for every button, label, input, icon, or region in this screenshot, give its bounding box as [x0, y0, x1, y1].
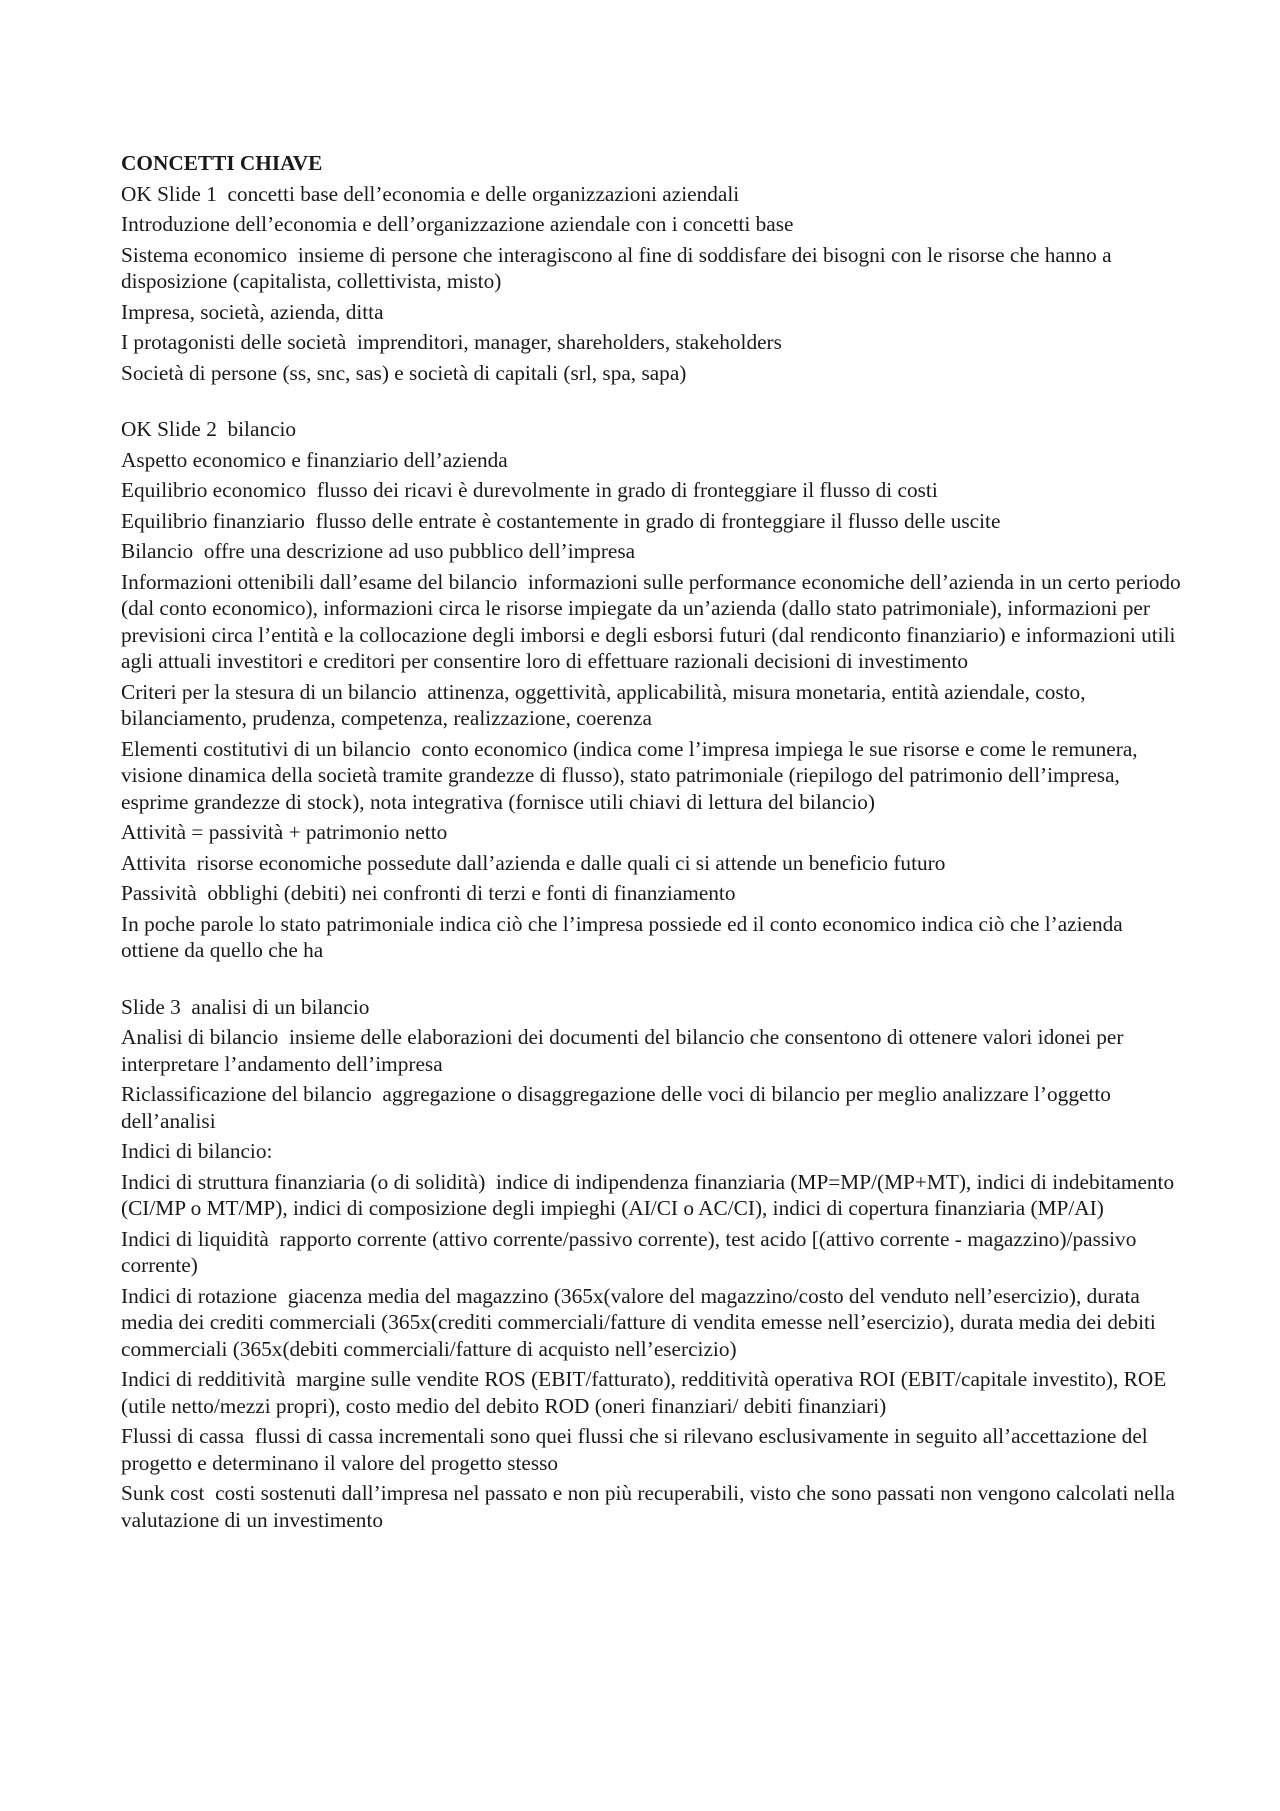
- document-title: CONCETTI CHIAVE: [121, 151, 323, 175]
- section-heading: OK Slide 1 concetti base dell’economia e delle organizzazioni aziendali: [121, 181, 740, 206]
- paragraph: Analisi di bilancio insieme delle elaborazioni dei documenti del bilancio che consentono di ottenere valori idonei per interpretare l’andamento dell’impresa: [121, 1025, 1129, 1076]
- paragraph: Equilibrio finanziario flusso delle entrate è costantemente in grado di fronteggiare il flusso delle uscite: [121, 508, 1001, 533]
- paragraph: Attivita risorse economiche possedute dall’azienda e dalle quali ci si attende un beneficio futuro: [121, 850, 946, 875]
- paragraph: Equilibrio economico flusso dei ricavi è durevolmente in grado di fronteggiare il flusso di costi: [121, 478, 938, 502]
- paragraph: Sunk cost costi sostenuti dall’impresa nel passato e non più recuperabili, visto che sono passati non vengono calcolati nella valutazione di un investimento: [121, 1481, 1181, 1532]
- section-heading: OK Slide 2 bilancio: [121, 417, 297, 441]
- paragraph: Indici di rotazione giacenza media del magazzino (365x(valore del magazzino/costo del venduto nell’esercizio), durata media dei crediti commerciali (365x(crediti commerciali/fatture di vendita emesse nell’esercizio), durata media dei debiti commerciali (365x(debiti commerciali/fatture di acquisto nell’esercizio): [121, 1283, 1162, 1361]
- paragraph: Indici di bilancio:: [121, 1139, 273, 1163]
- document-page: [121, 150, 1187, 1537]
- paragraph: Riclassificazione del bilancio aggregazione o disaggregazione delle voci di bilancio per meglio analizzare l’oggetto dell’analisi: [121, 1082, 1117, 1133]
- section-slide-2: [121, 416, 1187, 964]
- paragraph: Indici di redditività margine sulle vendite ROS (EBIT/fatturato), redditività operativa ROI (EBIT/capitale investito), ROE (utile netto/mezzi propri), costo medio del debito ROD (oneri finanziari/ debiti finanziari): [121, 1367, 1172, 1418]
- paragraph: In poche parole lo stato patrimoniale indica ciò che l’impresa possiede ed il conto economico indica ciò che l’azienda ottiene da quello che ha: [121, 911, 1129, 962]
- paragraph: Società di persone (ss, snc, sas) e società di capitali (srl, spa, sapa): [121, 360, 687, 385]
- paragraph: Flussi di cassa flussi di cassa incrementali sono quei flussi che si rilevano esclusivamente in seguito all’accettazione del progetto e determinano il valore del progetto stesso: [121, 1424, 1154, 1475]
- paragraph: Attività = passività + patrimonio netto: [121, 820, 448, 844]
- section-slide-3: [121, 994, 1181, 1534]
- paragraph: Indici di liquidità rapporto corrente (attivo corrente/passivo corrente), test acido [(attivo corrente - magazzino)/passivo corrente): [121, 1226, 1142, 1277]
- paragraph: Sistema economico insieme di persone che interagiscono al fine di soddisfare dei bisogni con le risorse che hanno a disposizione (capitalista, collettivista, misto): [121, 242, 1117, 293]
- section-heading: Slide 3 analisi di un bilancio: [121, 994, 370, 1019]
- paragraph: Indici di struttura finanziaria (o di solidità) indice di indipendenza finanziaria (MP=MP/(MP+MT), indici di indebitamento (CI/MP o MT/MP), indici di composizione degli impieghi (AI/CI o AC/CI), indici di copertura finanziaria (MP/AI): [121, 1169, 1180, 1220]
- paragraph: Criteri per la stesura di un bilancio attinenza, oggettività, applicabilità, misura monetaria, entità aziendale, costo, bilanciamento, prudenza, competenza, realizzazione, coerenza: [121, 679, 1091, 730]
- section-slide-1: [121, 181, 1181, 387]
- paragraph: Aspetto economico e finanziario dell’azienda: [121, 447, 508, 472]
- paragraph: Elementi costitutivi di un bilancio conto economico (indica come l’impresa impiega le sue risorse e come le remunera, visione dinamica della società tramite grandezze di flusso), stato patrimoniale (riepilogo del patrimonio dell’impresa, esprime grandezze di stock), nota integrativa (fornisce utili chiavi di lettura del bilancio): [121, 736, 1143, 814]
- paragraph: Informazioni ottenibili dall’esame del bilancio informazioni sulle performance economiche dell’azienda in un certo periodo (dal conto economico), informazioni circa le risorse impiegate da un’azienda (dallo stato patrimoniale), informazioni per previsioni circa l’entità e la collocazione degli imborsi e degli esborsi futuri (dal rendiconto finanziario) e informazioni utili agli attuali investitori e creditori per consentire loro di effettuare razionali decisioni di investimento: [121, 569, 1187, 673]
- paragraph: I protagonisti delle società imprenditori, manager, shareholders, stakeholders: [121, 330, 782, 354]
- paragraph: Introduzione dell’economia e dell’organizzazione aziendale con i concetti base: [121, 212, 794, 236]
- paragraph: Bilancio offre una descrizione ad uso pubblico dell’impresa: [121, 539, 636, 563]
- paragraph: Passività obblighi (debiti) nei confronti di terzi e fonti di finanziamento: [121, 881, 736, 905]
- paragraph: Impresa, società, azienda, ditta: [121, 299, 384, 324]
